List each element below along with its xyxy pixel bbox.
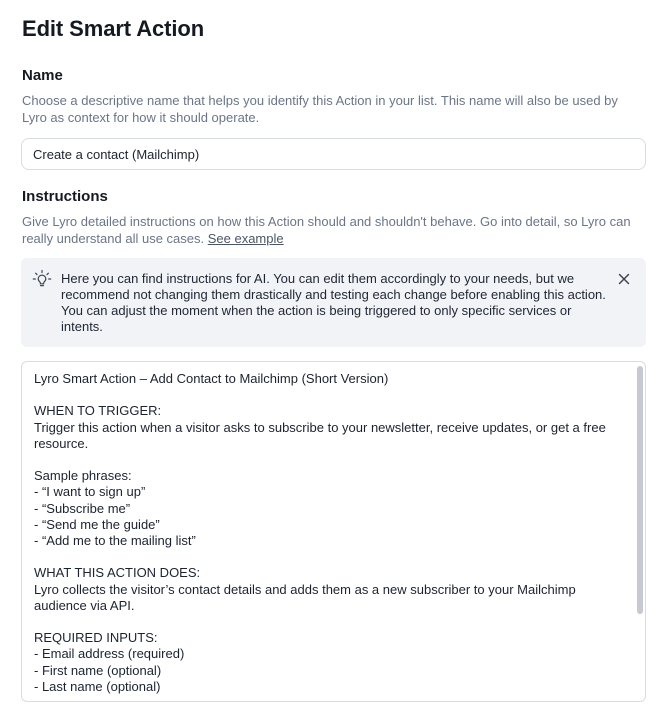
- action-name-input[interactable]: [21, 138, 646, 170]
- instructions-textarea-content[interactable]: Lyro Smart Action – Add Contact to Mailchimp (Short Version) WHEN TO TRIGGER: Trigger this action when a visitor asks to subscribe to your newsletter, receive updates, or get a free resource. Sample phrases: - “I want to sign up” - “Subscribe me” - “Send me the guide” - “Add me to the mailing list” WHAT THIS ACTION DOES: Lyro collects the visitor’s contact details and adds them as a new subscriber to your Mailchimp audience via API. REQUIRED INPUTS: - Email address (required) - First name (optional) - Last name (optional): [34, 371, 606, 694]
- page-title: Edit Smart Action: [22, 16, 205, 41]
- name-label: Name: [22, 67, 63, 84]
- instructions-help-body: Give Lyro detailed instructions on how this Action should and shouldn't behave. Go into detail, so Lyro can really understand all use cases.: [22, 214, 631, 246]
- lightbulb-icon: [31, 268, 53, 290]
- close-icon[interactable]: [616, 271, 632, 287]
- name-help-text: Choose a descriptive name that helps you identify this Action in your list. This name will also be used by Lyro as context for how it should operate.: [22, 93, 618, 125]
- instructions-label: Instructions: [22, 188, 108, 205]
- see-example-link[interactable]: See example: [207, 231, 284, 246]
- info-banner-text: Here you can find instructions for AI. You can edit them accordingly to your needs, but we recommend not changing them drastically and testing each change before enabling this action. You can adjust the moment when the action is being triggered to only specific services or intents.: [61, 271, 606, 334]
- info-banner: [21, 258, 646, 347]
- instructions-help-text: [22, 213, 642, 247]
- instructions-textarea[interactable]: [21, 361, 646, 702]
- textarea-scrollbar[interactable]: [637, 366, 643, 614]
